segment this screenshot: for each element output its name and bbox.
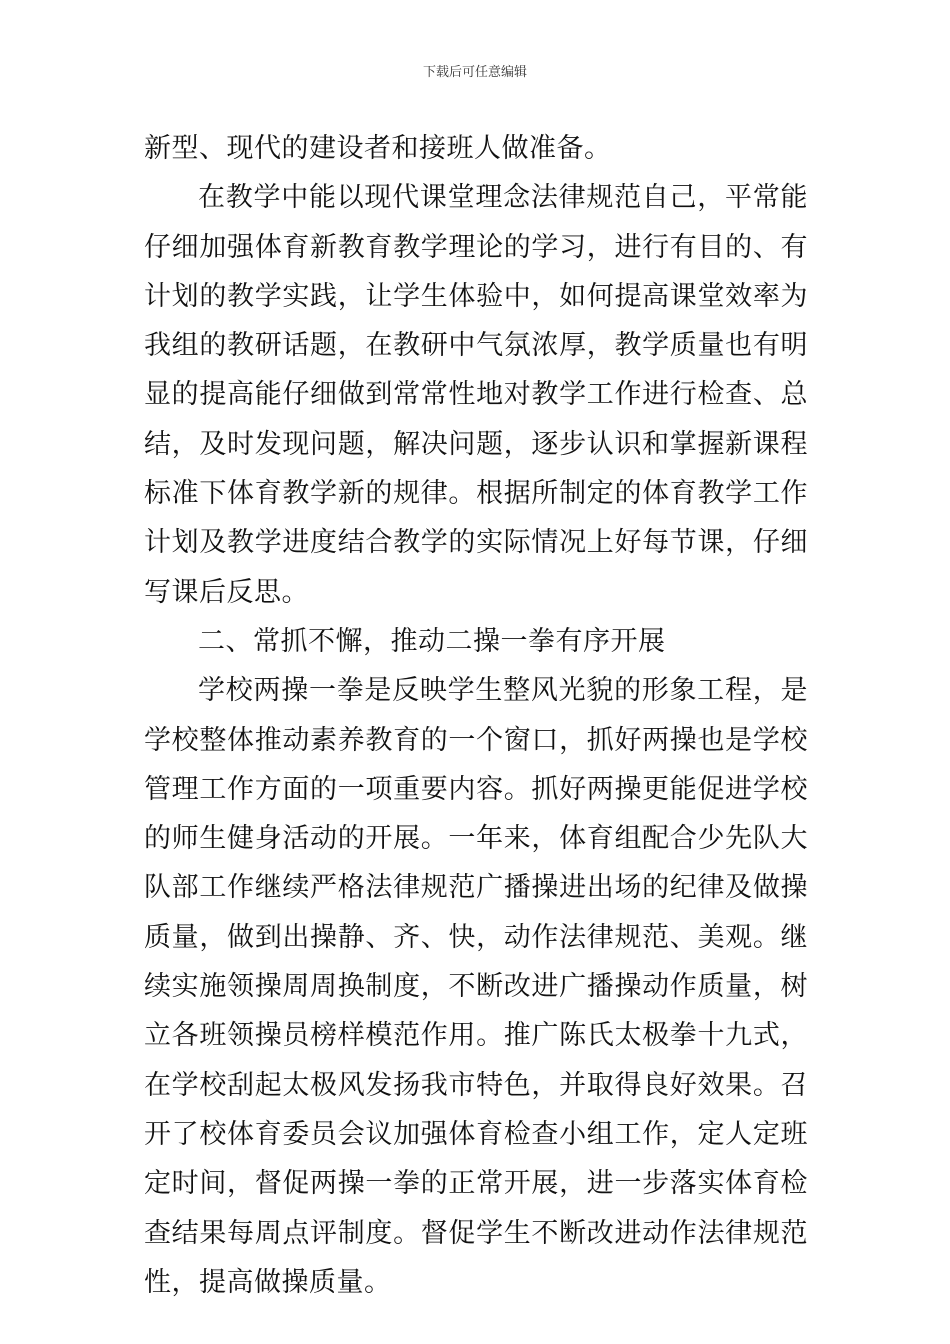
- section-heading: 二、常抓不懈，推动二操一拳有序开展: [198, 625, 666, 657]
- page-header-note: 下载后可任意编辑: [422, 65, 527, 80]
- paragraph-2: 在教学中能以现代课堂理念法律规范自己，平常能仔细加强体育新教育教学理论的学习，进行有目的、有计划的教学实践，让学生体验中，如何提高课堂效率为我组的教研话题，在教研中气氛浓厚，教学质量也有明显的提高能仔细做到常常性地对教学工作进行检查、总结，及时发现问题，解决问题，逐步认识和掌握新课程标准下体育教学新的规律。根据所制定的体育教学工作计划及教学进度结合教学的实际情况上好每节课，仔细写课后反思。: [144, 182, 808, 608]
- document-body: [144, 124, 808, 1307]
- paragraph-1: 新型、现代的建设者和接班人做准备。: [144, 133, 612, 164]
- paragraph-3: 学校两操一拳是反映学生整风光貌的形象工程，是学校整体推动素养教育的一个窗口，抓好两操也是学校管理工作方面的一项重要内容。抓好两操更能促进学校的师生健身活动的开展。一年来，体育组配合少先队大队部工作继续严格法律规范广播操进出场的纪律及做操质量，做到出操静、齐、快，动作法律规范、美观。继续实施领操周周换制度，不断改进广播操动作质量，树立各班领操员榜样模范作用。推广陈氏太极拳十九式，在学校刮起太极风发扬我市特色，并取得良好效果。召开了校体育委员会议加强体育检查小组工作，定人定班定时间，督促两操一拳的正常开展，进一步落实体育检查结果每周点评制度。督促学生不断改进动作法律规范性，提高做操质量。: [144, 675, 808, 1298]
